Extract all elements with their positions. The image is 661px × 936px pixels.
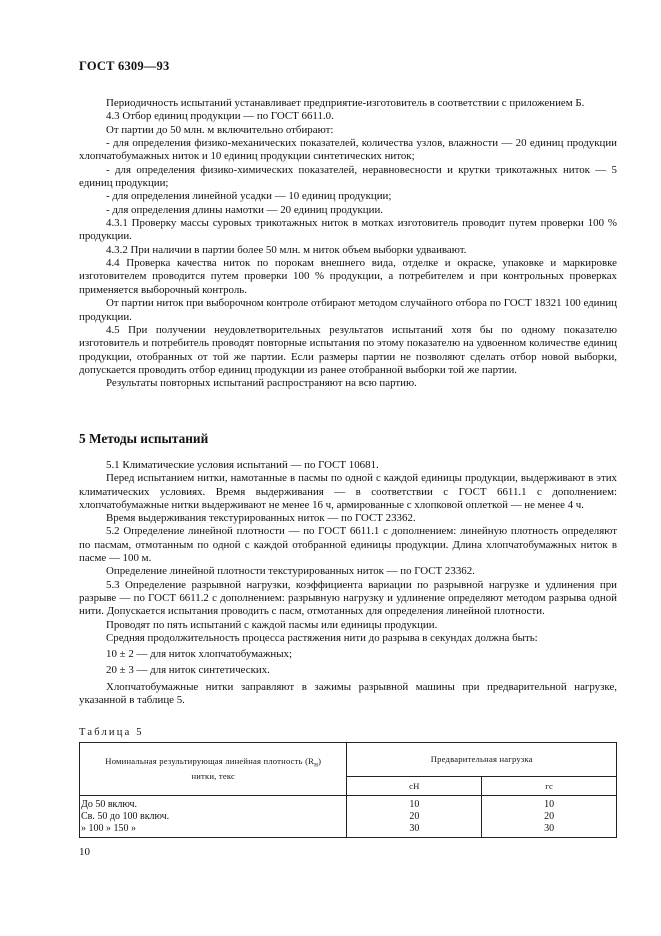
paragraph: 5.2 Определение линейной плотности — по ГОСТ 6611.1 с дополнением: линейную плотность определяют по пасмам, отмотанным по одной с каждой отобранной единицы продукции. Длина хлопчатобумажных ниток в пасме — 100 м. — [79, 525, 617, 565]
paragraph: Проводят по пять испытаний с каждой пасмы или единицы продукции. — [106, 618, 438, 631]
table-row-label: » 100 » 150 » — [81, 823, 136, 834]
table-cell-density — [80, 796, 347, 838]
document-header: ГОСТ 6309—93 — [79, 59, 170, 73]
page-number: 10 — [79, 846, 90, 858]
paragraph: - для определения линейной усадки — 10 единиц продукции; — [106, 190, 392, 203]
table-row-label: До 50 включ. — [81, 799, 138, 810]
table-value: 20 — [409, 811, 420, 822]
table-value: 20 — [544, 811, 555, 822]
paragraph: Хлопчатобумажные нитки заправляют в зажимы разрывной машины при предварительной нагрузке, указанной в таблице 5. — [79, 680, 617, 707]
paragraph: 4.3.2 При наличии в партии более 50 млн. м ниток объем выборки удваивают. — [106, 243, 467, 256]
paragraph: - для определения физико-химических показателей, неравновесности и крутки трикотажных ниток — 5 единиц продукции; — [79, 163, 617, 190]
table-header-density — [80, 743, 347, 796]
text-block-top — [79, 97, 617, 391]
paragraph: 4.3.1 Проверку массы суровых трикотажных ниток в мотках изготовитель проводит путем проверки 100 % продукции. — [79, 217, 617, 243]
table-header-unit-cn: сН — [347, 777, 482, 796]
table-row-label: Св. 50 до 100 включ. — [81, 811, 170, 822]
paragraph: От партии ниток при выборочном контроле отбирают методом случайного отбора по ГОСТ 18321 100 единиц продукции. — [79, 297, 617, 323]
table-value: 10 — [409, 799, 420, 810]
paragraph: От партии до 50 млн. м включительно отбирают: — [106, 123, 334, 136]
paragraph: - для определения физико-механических показателей, количества узлов, влажности — 20 единиц продукции хлопчатобумажных ниток и 10 единиц продукции синтетических ниток; — [79, 137, 617, 163]
paragraph: Определение линейной плотности текстурированных ниток — по ГОСТ 23362. — [106, 565, 475, 578]
table-caption: Таблица 5 — [79, 727, 144, 738]
table-header-density-a: Номинальная результирующая линейная плотность (R — [105, 756, 315, 767]
paragraph: 4.5 При получении неудовлетворительных результатов испытаний хотя бы по одному показателю изготовитель и потребитель проводят повторные испытания по этому показателю на удвоенном количестве единиц продукции, отобранных от той же партии. Если размеры партии не позволяют сделать отбор новой выборки, допускается проводить отбор единиц продукции из ранее отобранной выборки той же партии. — [79, 323, 617, 376]
table-header-preload: Предварительная нагрузка — [347, 743, 617, 777]
table-row — [80, 796, 617, 838]
table-header-density-sub: н — [314, 760, 319, 769]
table-value: 10 — [544, 799, 555, 810]
table-value: 30 — [544, 823, 555, 834]
table-cell-cn — [347, 796, 482, 838]
paragraph: 4.3 Отбор единиц продукции — по ГОСТ 6611.0. — [106, 110, 334, 123]
paragraph: Результаты повторных испытаний распространяют на всю партию. — [106, 377, 417, 390]
paragraph: 4.4 Проверка качества ниток по порокам внешнего вида, отделке и окраске, упаковке и маркировке изготовителем проводится путем проверки 100 % продукции, а потребителем и при контрольных проверках применяется выборочный контроль. — [79, 257, 617, 296]
paragraph: 5.3 Определение разрывной нагрузки, коэффициента вариации по разрывной нагрузке и удлинения при разрыве — по ГОСТ 6611.2 с дополнением: разрывную нагрузку и удлинение определяют методом разрыва одной нити. Допускается испытания проводить с пасм, отмотанных для определения линейной плотности. — [79, 578, 617, 618]
table-cell-gs — [482, 796, 617, 838]
table-preload — [79, 742, 617, 838]
text-block-section — [79, 459, 617, 707]
paragraph: 20 ± 3 — для ниток синтетических. — [106, 664, 270, 677]
paragraph: 10 ± 2 — для ниток хлопчатобумажных; — [106, 648, 292, 661]
table-header-unit-gs: гс — [482, 777, 617, 796]
paragraph: 5.1 Климатические условия испытаний — по ГОСТ 10681. — [106, 459, 379, 471]
paragraph: Время выдерживания текстурированных ниток — по ГОСТ 23362. — [106, 512, 416, 525]
table-header-density-b: ) — [318, 756, 322, 767]
paragraph: Перед испытанием нитки, намотанные в пасмы по одной с каждой единицы продукции, выдерживают в этих климатических условиях. Время выдерживания — в соответствии с ГОСТ 6611.1 с дополнением: хлопчатобумажные нитки выдерживают не менее 16 ч, армированные с хлопковой оплеткой — не менее 4 ч. — [79, 472, 617, 511]
paragraph: - для определения длины намотки — 20 единиц продукции. — [106, 203, 384, 216]
table-value: 30 — [409, 823, 420, 834]
section-title: 5 Методы испытаний — [79, 431, 209, 446]
paragraph: Средняя продолжительность процесса растяжения нити до разрыва в секундах должна быть: — [106, 631, 538, 644]
paragraph: Периодичность испытаний устанавливает предприятие-изготовитель в соответствии с приложением Б. — [106, 97, 585, 109]
table-header-density-c: нитки, текс — [191, 770, 236, 781]
